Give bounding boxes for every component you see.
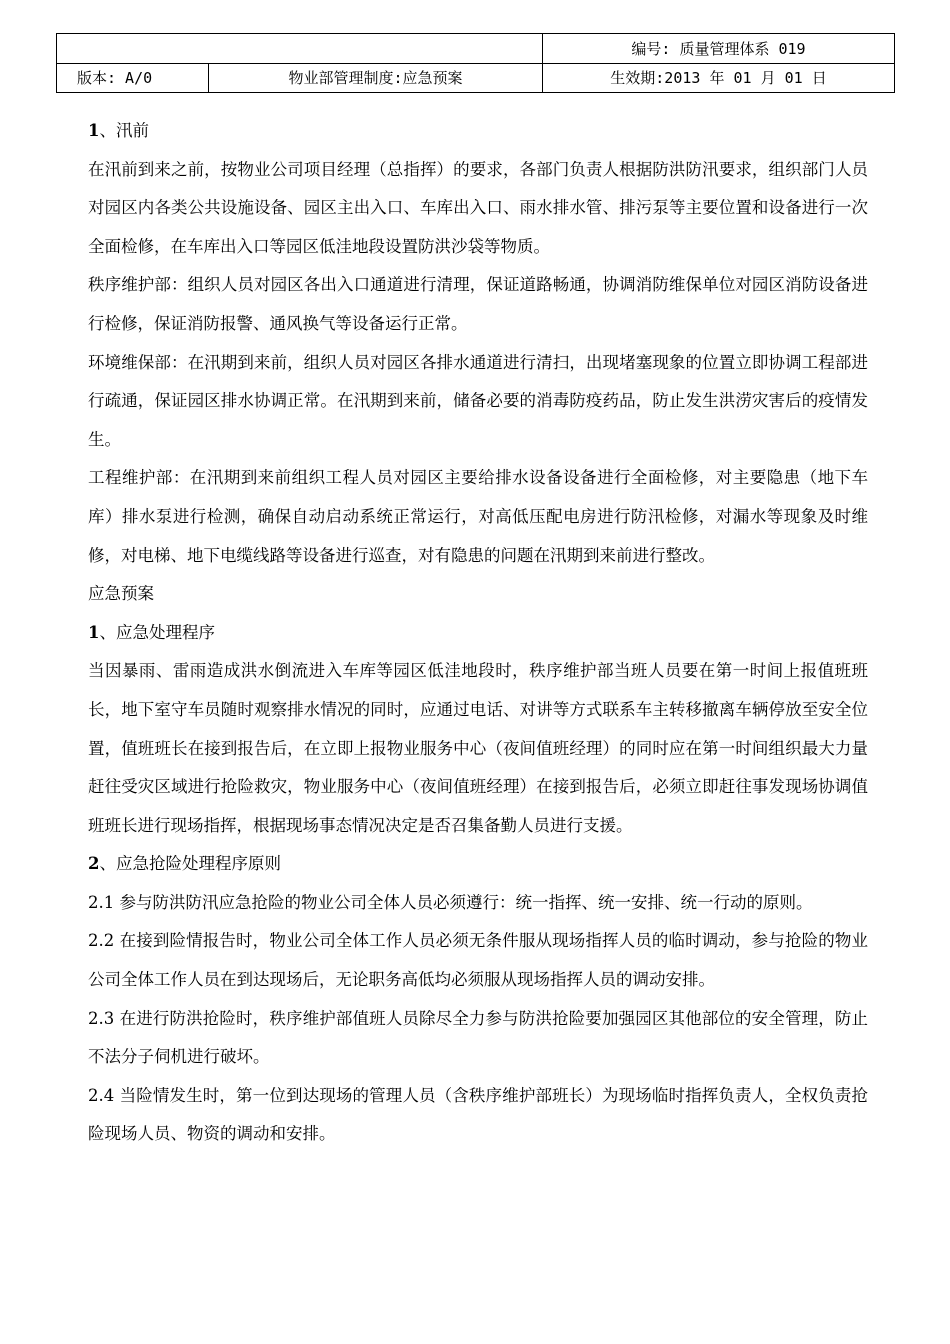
paragraph-principle-2-3: 2.3 在进行防洪抢险时，秩序维护部值班人员除尽全力参与防洪抢险要加强园区其他部位的安全管理，防止不法分子伺机进行破坏。 [88,1008,868,1067]
paragraph-engineering-maintenance: 工程维护部：在汛期到来前组织工程人员对园区主要给排水设备设备进行全面检修，对主要隐患（地下车库）排水泵进行检测，确保自动启动系统正常运行，对高低压配电房进行防汛检修，对漏水等现象及时维修，对电梯、地下电缆线路等设备进行巡查，对有隐患的问题在汛期到来前进行整改。 [88,468,868,565]
paragraph-emergency-procedure: 当因暴雨、雷雨造成洪水倒流进入车库等园区低洼地段时，秩序维护部当班人员要在第一时间上报值班班长，地下室守车员随时观察排水情况的同时，应通过电话、对讲等方式联系车主转移撤离车辆停放至安全位置，值班班长在接到报告后，在立即上报物业服务中心（夜间值班经理）的同时应在第一时间组织最大力量赶往受灾区域进行抢险救灾，物业服务中心（夜间值班经理）在接到报告后，必须立即赶往事发现场协调值班班长进行现场指挥，根据现场事态情况决定是否召集备勤人员进行支援。 [88,661,868,835]
header-row-1 [57,34,895,64]
section-heading-emergency-procedure: 1、应急处理程序 [88,622,215,642]
document-number: 编号: 质量管理体系 019 [543,34,895,64]
header-row-2 [57,63,895,93]
section-title-emergency-plan: 应急预案 [88,584,154,604]
document-title: 物业部管理制度:应急预案 [209,63,543,93]
paragraph-environment-maintenance: 环境维保部：在汛期到来前，组织人员对园区各排水通道进行清扫，出现堵塞现象的位置立即协调工程部进行疏通，保证园区排水协调正常。在汛期到来前，储备必要的消毒防疫药品，防止发生洪涝灾害后的疫情发生。 [88,352,868,449]
document-body [88,112,868,1154]
header-empty-cell [57,34,543,64]
section-heading-rescue-principles: 2、应急抢险处理程序原则 [88,854,281,874]
document-version: 版本: A/0 [57,63,209,93]
paragraph-principle-2-4: 2.4 当险情发生时，第一位到达现场的管理人员（含秩序维护部班长）为现场临时指挥负责人，全权负责抢险现场人员、物资的调动和安排。 [88,1085,868,1144]
paragraph-pre-flood: 在汛前到来之前，按物业公司项目经理（总指挥）的要求，各部门负责人根据防洪防汛要求，组织部门人员对园区内各类公共设施设备、园区主出入口、车库出入口、雨水排水管、排污泵等主要位置和设备进行一次全面检修，在车库出入口等园区低洼地段设置防洪沙袋等物质。 [88,159,868,256]
paragraph-principle-2-1: 2.1 参与防洪防汛应急抢险的物业公司全体人员必须遵行：统一指挥、统一安排、统一行动的原则。 [88,892,813,912]
document-header-table [56,33,895,93]
paragraph-order-maintenance: 秩序维护部：组织人员对园区各出入口通道进行清理，保证道路畅通，协调消防维保单位对园区消防设备进行检修，保证消防报警、通风换气等设备运行正常。 [88,275,868,333]
section-heading-flood-season: 1、汛前 [88,121,149,140]
paragraph-principle-2-2: 2.2 在接到险情报告时，物业公司全体工作人员必须无条件服从现场指挥人员的临时调动，参与抢险的物业公司全体工作人员在到达现场后，无论职务高低均必须服从现场指挥人员的调动安排。 [88,931,868,990]
effective-date: 生效期:2013 年 01 月 01 日 [543,63,895,93]
